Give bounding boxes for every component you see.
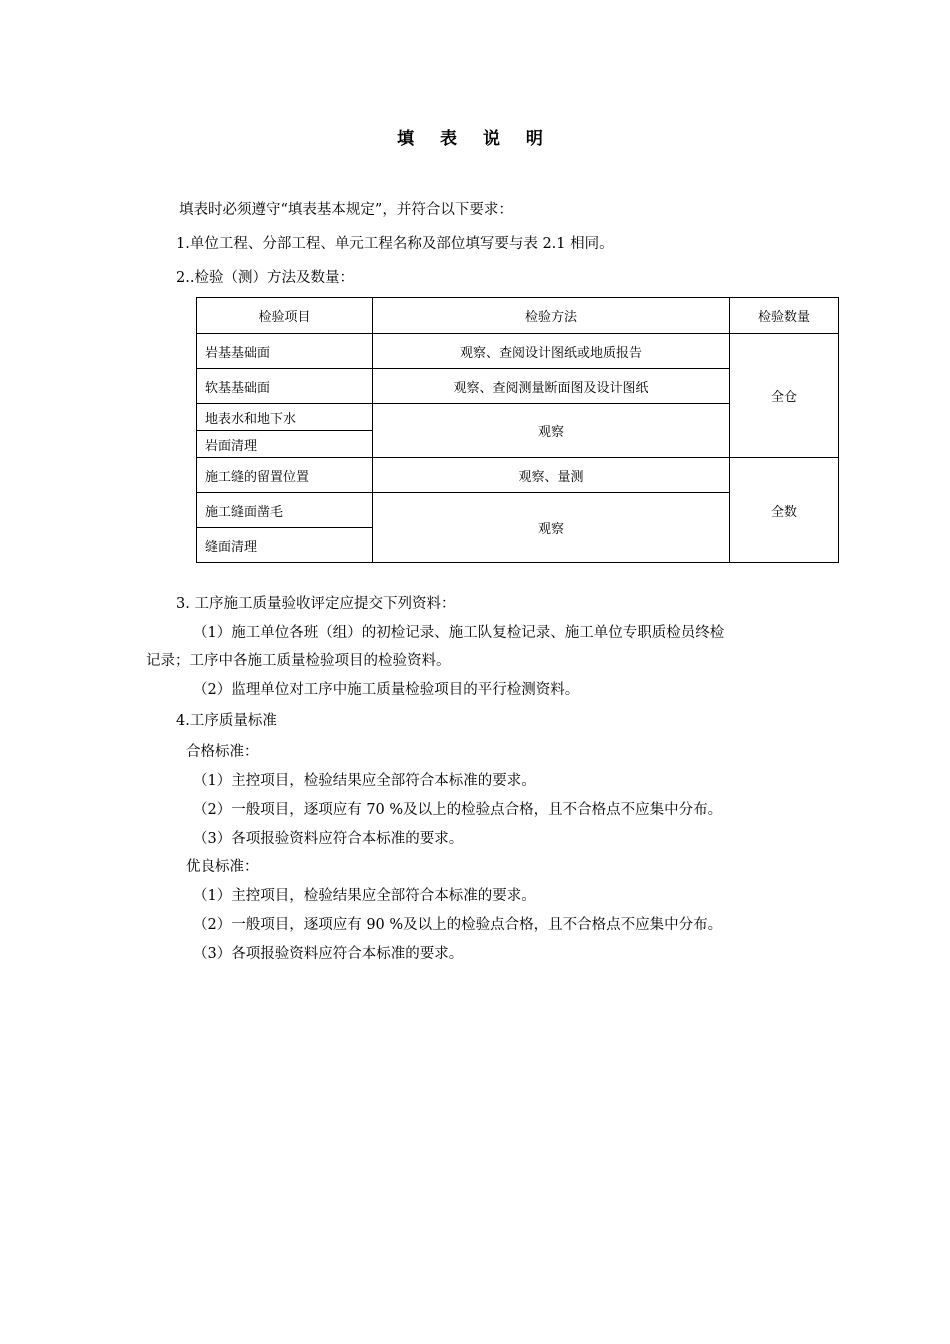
excellent-criterion: （3）各项报验资料应符合本标准的要求。 bbox=[193, 946, 464, 962]
inspection-method: 观察 bbox=[373, 404, 730, 458]
table-row bbox=[197, 458, 839, 493]
excellent-heading: 优良标准： bbox=[186, 859, 259, 875]
inspection-method: 观察、查阅测量断面图及设计图纸 bbox=[373, 369, 730, 404]
inspection-method: 观察、查阅设计图纸或地质报告 bbox=[373, 334, 730, 369]
item-3-sub-2: （2）监理单位对工序中施工质量检验项目的平行检测资料。 bbox=[193, 682, 580, 698]
table-row bbox=[197, 334, 839, 369]
qualified-criterion: （2）一般项目，逐项应有 70 %及以上的检验点合格，且不合格点不应集中分布。 bbox=[193, 802, 723, 818]
item-4: 4.工序质量标准 bbox=[176, 713, 277, 729]
inspection-item: 缝面清理 bbox=[197, 528, 373, 563]
inspection-method: 观察、量测 bbox=[373, 458, 730, 493]
inspection-item: 软基基础面 bbox=[197, 369, 373, 404]
item-3: 3. 工序施工质量验收评定应提交下列资料： bbox=[176, 596, 456, 612]
excellent-criterion: （2）一般项目，逐项应有 90 %及以上的检验点合格，且不合格点不应集中分布。 bbox=[193, 917, 723, 933]
inspection-item: 岩面清理 bbox=[197, 431, 373, 458]
excellent-criterion: （1）主控项目，检验结果应全部符合本标准的要求。 bbox=[193, 888, 536, 904]
qualified-heading: 合格标准： bbox=[186, 744, 259, 760]
inspection-item: 地表水和地下水 bbox=[197, 404, 373, 431]
intro-paragraph: 填表时必须遵守“填表基本规定”，并符合以下要求： bbox=[179, 202, 513, 218]
qualified-criterion: （3）各项报验资料应符合本标准的要求。 bbox=[193, 831, 464, 847]
item-2: 2..检验（测）方法及数量： bbox=[176, 270, 354, 286]
table-header-row bbox=[197, 298, 839, 334]
qualified-criterion: （1）主控项目，检验结果应全部符合本标准的要求。 bbox=[193, 773, 536, 789]
inspection-quantity: 全数 bbox=[730, 458, 839, 563]
document-title: 填 表 说 明 bbox=[397, 129, 553, 149]
inspection-item: 施工缝的留置位置 bbox=[197, 458, 373, 493]
header-quantity: 检验数量 bbox=[730, 298, 839, 334]
header-item: 检验项目 bbox=[197, 298, 373, 334]
header-method: 检验方法 bbox=[373, 298, 730, 334]
inspection-table bbox=[196, 297, 839, 563]
item-3-sub-1: （1）施工单位各班（组）的初检记录、施工队复检记录、施工单位专职质检员终检 bbox=[193, 625, 725, 641]
inspection-item: 岩基基础面 bbox=[197, 334, 373, 369]
item-3-sub-1-continued: 记录；工序中各施工质量检验项目的检验资料。 bbox=[146, 653, 451, 669]
inspection-item: 施工缝面凿毛 bbox=[197, 493, 373, 528]
item-1: 1.单位工程、分部工程、单元工程名称及部位填写要与表 2.1 相同。 bbox=[176, 236, 614, 252]
inspection-quantity: 全仓 bbox=[730, 334, 839, 458]
inspection-method: 观察 bbox=[373, 493, 730, 563]
